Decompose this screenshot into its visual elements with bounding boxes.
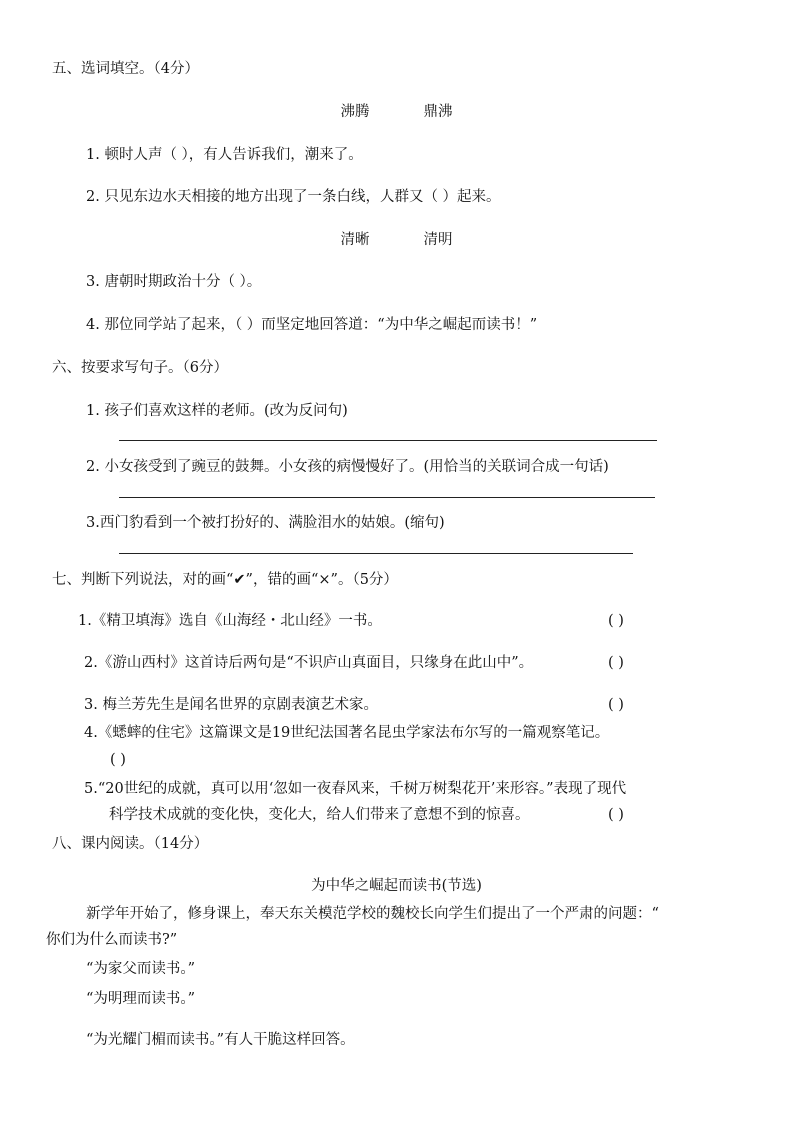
judge-item-5-cont: 科学技术成就的变化快，变化大，给人们带来了意想不到的惊喜。 [109,807,530,823]
answer-paren: ( ) [110,752,126,768]
judge-item-2: 2.《游山西村》这首诗后两句是“不识庐山真面目，只缘身在此山中”。 [84,655,534,671]
word-pair-1 [0,102,793,122]
question-5-3: 3. 唐朝时期政治十分（ ）。 [86,274,262,290]
answer-paren: ( ) [608,807,624,823]
question-5-1: 1. 顿时人声（ ），有人告诉我们，潮来了。 [86,147,363,163]
answer-paren: ( ) [608,613,624,629]
judge-item-3: 3. 梅兰芳先生是闻名世界的京剧表演艺术家。 [84,697,378,713]
word-option: 清明 [423,232,453,248]
question-5-2: 2. 只见东边水天相接的地方出现了一条白线，人群又（ ）起来。 [86,189,501,205]
word-pair-2 [0,230,793,250]
passage-paragraph: 新学年开始了，修身课上，奉天东关模范学校的魏校长向学生们提出了一个严肃的问题：“ [86,906,659,922]
passage-line: “为光耀门楣而读书。”有人干脆这样回答。 [86,1032,355,1048]
answer-paren: ( ) [608,697,624,713]
section-6-title: 六、按要求写句子。（6分） [52,360,228,376]
judge-item-1: 1.《精卫填海》选自《山海经・北山经》一书。 [78,613,382,629]
judge-item-5: 5.“20世纪的成就，真可以用‘忽如一夜春风来，千树万树梨花开’来形容。”表现了现代 [84,781,627,797]
section-8-title: 八、课内阅读。（14分） [52,836,209,852]
answer-line [119,440,657,441]
answer-line [119,497,655,498]
question-6-3: 3.西门豹看到一个被打扮好的、满脸泪水的姑娘。(缩句) [86,515,445,531]
question-5-4: 4. 那位同学站了起来，（ ）而坚定地回答道：“为中华之崛起而读书！” [86,317,538,333]
passage-title: 为中华之崛起而读书(节选) [311,878,482,894]
passage-line: “为明理而读书。” [86,991,196,1007]
word-option: 清晰 [340,232,370,248]
judge-item-4: 4.《蟋蟀的住宅》这篇课文是19世纪法国著名昆虫学家法布尔写的一篇观察笔记。 [84,725,610,741]
section-7-title: 七、判断下列说法，对的画“✔”，错的画“×”。（5分） [52,572,398,588]
question-6-1: 1. 孩子们喜欢这样的老师。(改为反问句) [86,403,348,419]
answer-line [119,553,633,554]
word-option: 鼎沸 [423,104,453,120]
word-option: 沸腾 [340,104,370,120]
answer-paren: ( ) [608,655,624,671]
passage-line: “为家父而读书。” [86,961,196,977]
question-6-2: 2. 小女孩受到了豌豆的鼓舞。小女孩的病慢慢好了。(用恰当的关联词合成一句话) [86,459,609,475]
section-5-title: 五、选词填空。（4分） [52,61,199,77]
passage-paragraph-cont: 你们为什么而读书?” [46,932,178,948]
